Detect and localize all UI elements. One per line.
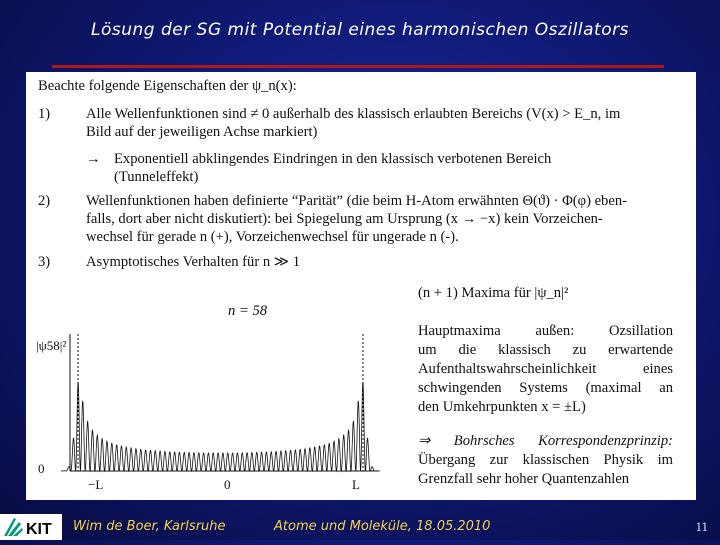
page-number: 11 [695, 519, 708, 534]
maxima-text: (n + 1) Maxima für |ψ_n|² [418, 285, 569, 301]
para2-line1: ⇒ Bohrsches Korrespondenzprinzip: [418, 433, 673, 449]
para1-line2: um die klassisch zu erwartende [418, 342, 673, 358]
xtick-L: L [352, 477, 360, 492]
item-1-number: 1) [38, 106, 51, 122]
item-2-number: 2) [38, 193, 51, 209]
figure-ylabel: |ψ58|² [36, 338, 67, 353]
para1-line4: schwingenden Systems (maximal an [418, 380, 673, 396]
arrow-glyph: → [86, 151, 101, 167]
probability-density-plot [26, 334, 406, 476]
figure-y0: 0 [38, 461, 45, 476]
item-3-number: 3) [38, 254, 51, 270]
item-3-line1: Asymptotisches Verhalten für n ≫ 1 [86, 254, 301, 270]
title-underline [52, 65, 664, 68]
figure-label: n = 58 [228, 303, 268, 319]
para1-line1: Hauptmaxima außen: Ozsillation [418, 323, 673, 339]
para1-line3: Aufenthaltswahrscheinlichkeit eines [418, 361, 673, 377]
item-2-line2: falls, dort aber nicht diskutiert): bei Spiegelung am Ursprung (x → −x) kein Vorzeichen- [86, 211, 603, 227]
slide-title: Lösung der SG mit Potential eines harmonischen Oszillators [91, 20, 629, 40]
item-1-line2: Bild auf der jeweiligen Achse markiert) [86, 124, 318, 140]
para2-line2: Übergang zur klassischen Physik im [418, 452, 673, 468]
xtick-minus-L: −L [88, 477, 104, 492]
item-2-line3: wechsel für gerade n (+), Vorzeichenwechsel für ungerade n (-). [86, 229, 459, 245]
xtick-zero: 0 [224, 477, 231, 492]
svg-text:KIT: KIT [26, 521, 52, 538]
footer-author: Wim de Boer, Karlsruhe [73, 519, 226, 534]
para1-line5: den Umkehrpunkten x = ±L) [418, 399, 586, 415]
document-panel [26, 72, 696, 500]
item-1-line1: Alle Wellenfunktionen sind ≠ 0 außerhalb des klassisch erlaubten Bereichs (V(x) > E_n, im [86, 106, 621, 122]
tunnel-line2: (Tunneleffekt) [114, 169, 199, 185]
kit-logo [0, 514, 62, 540]
footer-course: Atome und Moleküle, 18.05.2010 [274, 519, 491, 534]
tunnel-line1: Exponentiell abklingendes Eindringen in den klassisch verbotenen Bereich [114, 151, 552, 167]
psi-squared-curve [61, 382, 380, 471]
heading: Beachte folgende Eigenschaften der ψ_n(x): [38, 78, 297, 94]
para2-line3: Grenzfall sehr hoher Quantenzahlen [418, 471, 630, 487]
item-2-line1: Wellenfunktionen haben definierte “Parität” (die beim H-Atom erwähnten Θ(ϑ) · Φ(φ) eben- [86, 193, 627, 209]
